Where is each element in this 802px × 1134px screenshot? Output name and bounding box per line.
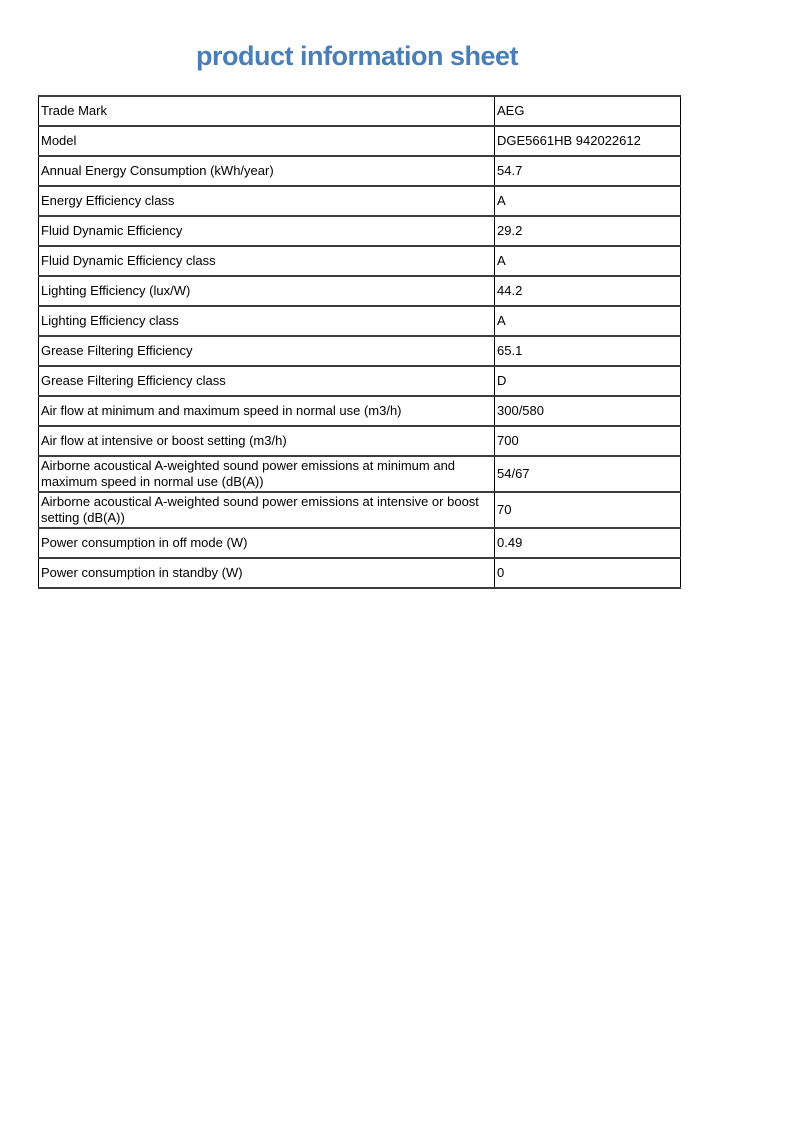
row-value-cell: DGE5661HB 942022612 [495, 126, 681, 156]
row-value-cell: 44.2 [495, 276, 681, 306]
row-label-cell: Trade Mark [39, 96, 495, 126]
row-value-cell: 54/67 [495, 456, 681, 492]
row-label-cell: Lighting Efficiency (lux/W) [39, 276, 495, 306]
title-container [38, 40, 676, 72]
table-row [39, 492, 681, 528]
table-row [39, 246, 681, 276]
row-label-cell: Fluid Dynamic Efficiency class [39, 246, 495, 276]
row-value-cell: 54.7 [495, 156, 681, 186]
row-value-cell: 300/580 [495, 396, 681, 426]
row-label-cell: Model [39, 126, 495, 156]
row-label-cell: Power consumption in off mode (W) [39, 528, 495, 558]
row-label-cell: Energy Efficiency class [39, 186, 495, 216]
row-value-cell: D [495, 366, 681, 396]
table-row [39, 528, 681, 558]
table-row [39, 186, 681, 216]
row-label-cell: Power consumption in standby (W) [39, 558, 495, 588]
table-row [39, 456, 681, 492]
page-title: product information sheet [195, 41, 518, 71]
table-row [39, 366, 681, 396]
row-value-cell: AEG [495, 96, 681, 126]
row-value-cell: 70 [495, 492, 681, 528]
table-row [39, 216, 681, 246]
row-value-cell: 65.1 [495, 336, 681, 366]
table-row [39, 306, 681, 336]
row-label-cell: Airborne acoustical A-weighted sound power emissions at intensive or boost setting (dB(A)) [39, 492, 495, 528]
table-row [39, 336, 681, 366]
row-label-cell: Annual Energy Consumption (kWh/year) [39, 156, 495, 186]
row-value-cell: A [495, 246, 681, 276]
row-value-cell: A [495, 306, 681, 336]
product-info-table [38, 95, 681, 589]
table-row [39, 558, 681, 588]
table-row [39, 156, 681, 186]
table-row [39, 396, 681, 426]
row-label-cell: Air flow at intensive or boost setting (m3/h) [39, 426, 495, 456]
table-row [39, 126, 681, 156]
row-value-cell: 29.2 [495, 216, 681, 246]
table-row [39, 96, 681, 126]
row-label-cell: Grease Filtering Efficiency class [39, 366, 495, 396]
row-label-cell: Airborne acoustical A-weighted sound power emissions at minimum and maximum speed in normal use (dB(A)) [39, 456, 495, 492]
row-label-cell: Air flow at minimum and maximum speed in normal use (m3/h) [39, 396, 495, 426]
row-value-cell: 700 [495, 426, 681, 456]
table-row [39, 426, 681, 456]
row-value-cell: 0.49 [495, 528, 681, 558]
row-label-cell: Grease Filtering Efficiency [39, 336, 495, 366]
row-label-cell: Fluid Dynamic Efficiency [39, 216, 495, 246]
row-value-cell: A [495, 186, 681, 216]
row-value-cell: 0 [495, 558, 681, 588]
table-row [39, 276, 681, 306]
row-label-cell: Lighting Efficiency class [39, 306, 495, 336]
